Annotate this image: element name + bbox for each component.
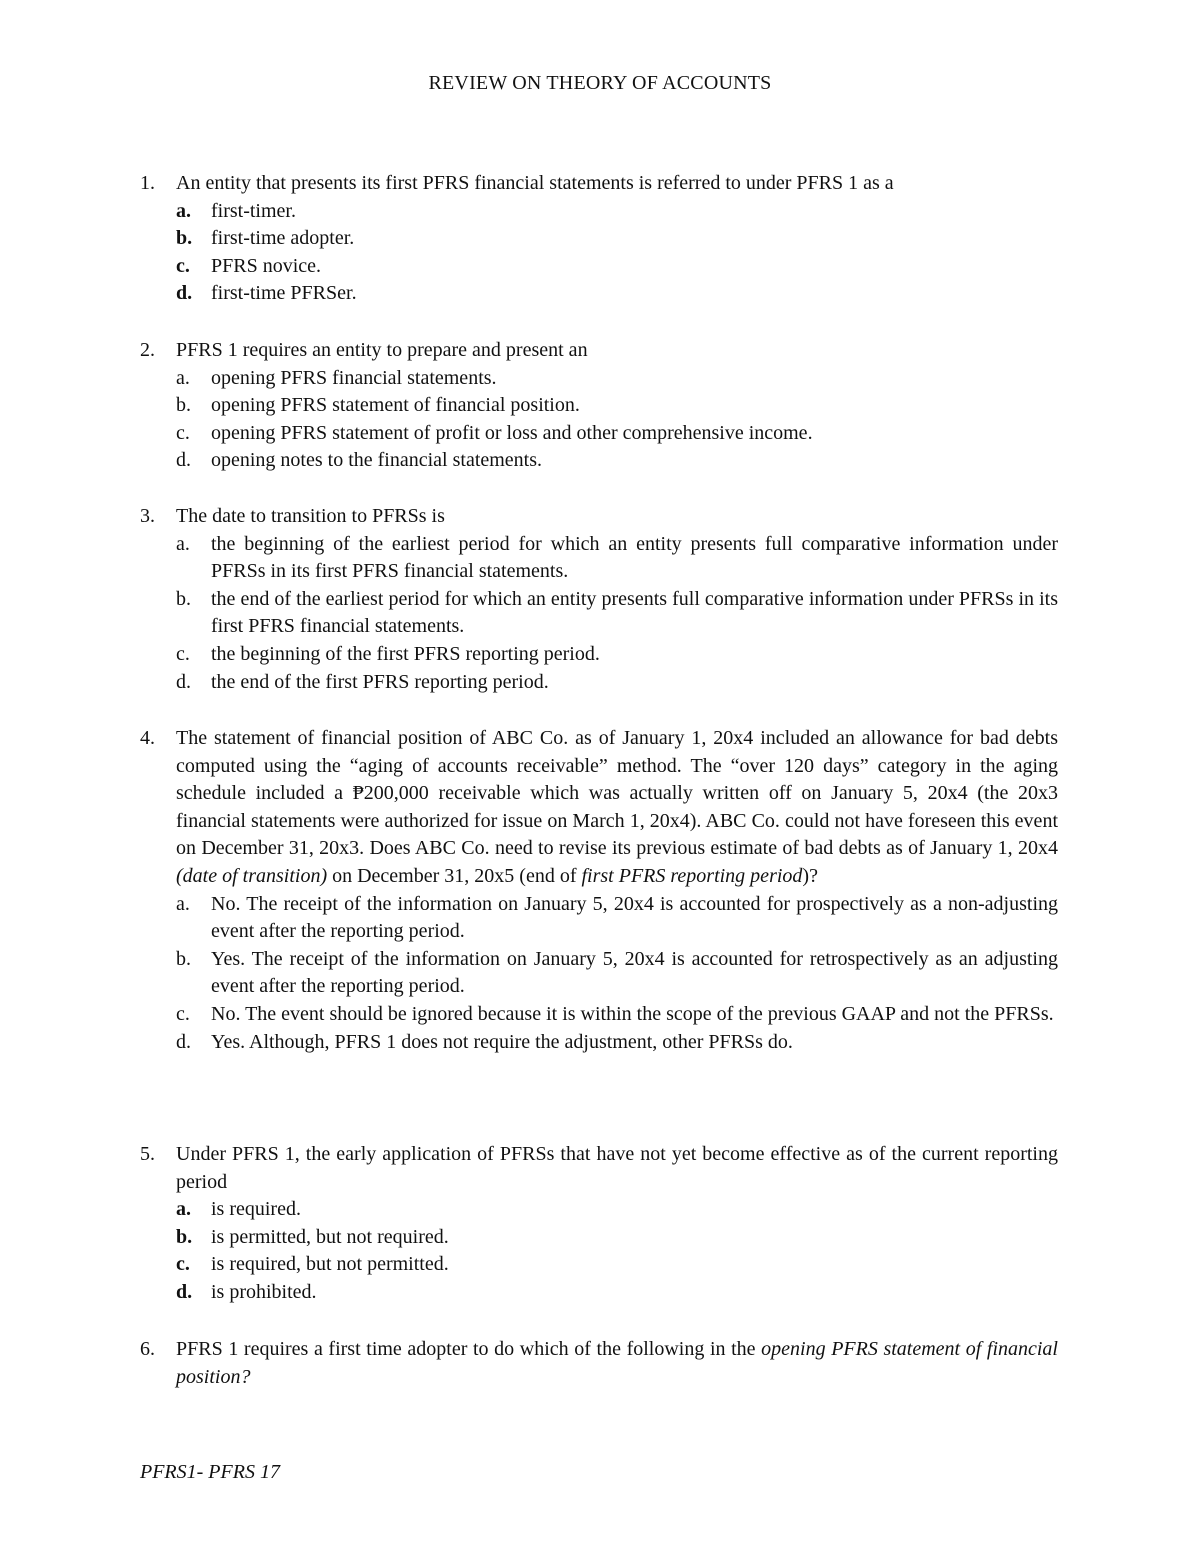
- question-stem: [140, 337, 1058, 365]
- option-text: the end of the first PFRS reporting period.: [211, 670, 549, 693]
- answer-option: [140, 420, 1058, 448]
- option-text: the end of the earliest period for which an entity presents full comparative information under PFRSs in its first PFRS financial statements.: [211, 587, 1058, 638]
- option-text: the beginning of the earliest period for which an entity presents full comparative information under PFRSs in its first PFRS financial statements.: [211, 532, 1058, 583]
- answer-option: [140, 669, 1058, 697]
- option-text: Yes. The receipt of the information on January 5, 20x4 is accounted for retrospectively as an adjusting event after the reporting period.: [211, 947, 1058, 998]
- answer-option: [140, 1251, 1058, 1279]
- option-letter: b.: [176, 587, 191, 610]
- option-letter: d.: [176, 1030, 191, 1053]
- answer-option: [140, 447, 1058, 475]
- answer-option: [140, 1001, 1058, 1029]
- question-1: [140, 170, 1058, 308]
- answer-option: [140, 365, 1058, 393]
- option-letter: a.: [176, 199, 191, 222]
- option-letter: d.: [176, 1280, 193, 1303]
- question-3: [140, 503, 1058, 696]
- question-text: on December 31, 20x5 (end of: [327, 864, 582, 887]
- question-stem: [140, 725, 1058, 891]
- question-text: )?: [802, 864, 818, 887]
- option-letter: d.: [176, 670, 191, 693]
- option-text: is required, but not permitted.: [211, 1253, 449, 1276]
- answer-option: [140, 198, 1058, 226]
- answer-option: [140, 225, 1058, 253]
- page-title: REVIEW ON THEORY OF ACCOUNTS: [428, 72, 772, 94]
- question-stem: [140, 1336, 1058, 1391]
- answer-option: [140, 253, 1058, 281]
- question-number: 1.: [140, 172, 155, 194]
- option-letter: c.: [176, 1002, 190, 1025]
- option-text: opening PFRS financial statements.: [211, 366, 497, 389]
- option-text: first-time PFRSer.: [211, 282, 357, 305]
- option-letter: b.: [176, 947, 191, 970]
- question-text-italic: opening PFRS statement of financial position?: [176, 1338, 1058, 1388]
- question-6: [140, 1336, 1058, 1391]
- answer-option: [140, 1224, 1058, 1252]
- question-text: The date to transition to PFRSs is: [176, 505, 445, 527]
- option-letter: a.: [176, 1198, 191, 1221]
- answer-option: [140, 280, 1058, 308]
- option-letter: b.: [176, 394, 191, 417]
- option-letter: c.: [176, 642, 190, 665]
- answer-option: [140, 1029, 1058, 1057]
- option-text: first-timer.: [211, 199, 296, 222]
- answer-option: [140, 1196, 1058, 1224]
- answer-option: [140, 586, 1058, 641]
- question-stem: [140, 1141, 1058, 1196]
- option-letter: c.: [176, 254, 190, 277]
- option-text: the beginning of the first PFRS reporting period.: [211, 642, 600, 665]
- answer-option: [140, 531, 1058, 586]
- answer-option: [140, 946, 1058, 1001]
- page-footer: PFRS1- PFRS 17: [140, 1461, 280, 1483]
- option-letter: d.: [176, 449, 191, 472]
- option-text: opening PFRS statement of profit or loss and other comprehensive income.: [211, 421, 813, 444]
- answer-option: [140, 891, 1058, 946]
- answer-option: [140, 1279, 1058, 1307]
- option-letter: a.: [176, 532, 190, 555]
- option-letter: a.: [176, 892, 190, 915]
- question-stem: [140, 170, 1058, 198]
- question-text: PFRS 1 requires a first time adopter to do which of the following in the: [176, 1338, 762, 1360]
- option-text: first-time adopter.: [211, 227, 355, 250]
- question-text-italic: (date of transition): [176, 864, 328, 887]
- question-text: An entity that presents its first PFRS financial statements is referred to under PFRS 1 as a: [176, 172, 894, 194]
- question-number: 4.: [140, 727, 155, 749]
- question-number: 5.: [140, 1143, 155, 1165]
- question-text: PFRS 1 requires an entity to prepare and present an: [176, 339, 588, 361]
- option-letter: d.: [176, 282, 193, 305]
- option-text: No. The event should be ignored because it is within the scope of the previous GAAP and not the PFRSs.: [211, 1002, 1054, 1025]
- option-text: No. The receipt of the information on January 5, 20x4 is accounted for prospectively as a non-adjusting event after the reporting period.: [211, 892, 1058, 943]
- option-text: Yes. Although, PFRS 1 does not require the adjustment, other PFRSs do.: [211, 1030, 793, 1053]
- option-text: PFRS novice.: [211, 254, 322, 277]
- question-number: 6.: [140, 1338, 155, 1360]
- answer-option: [140, 641, 1058, 669]
- option-text: is permitted, but not required.: [211, 1225, 449, 1248]
- question-number: 2.: [140, 339, 155, 361]
- question-5: [140, 1141, 1058, 1307]
- option-text: opening notes to the financial statements.: [211, 449, 543, 472]
- option-text: opening PFRS statement of financial position.: [211, 394, 580, 417]
- option-letter: a.: [176, 366, 190, 389]
- option-letter: b.: [176, 1225, 193, 1248]
- question-4: [140, 725, 1058, 1056]
- question-number: 3.: [140, 505, 155, 527]
- answer-option: [140, 392, 1058, 420]
- option-letter: c.: [176, 421, 190, 444]
- option-letter: c.: [176, 1253, 190, 1276]
- question-2: [140, 337, 1058, 475]
- question-text: Under PFRS 1, the early application of PFRSs that have not yet become effective as of the current reporting period: [176, 1143, 1058, 1193]
- question-text-italic: first PFRS reporting period: [581, 864, 803, 887]
- option-text: is prohibited.: [211, 1280, 317, 1303]
- option-letter: b.: [176, 227, 193, 250]
- question-text: The statement of financial position of ABC Co. as of January 1, 20x4 included an allowance for bad debts computed using the “aging of accounts receivable” method. The “over 120 days” category in the aging schedule included a ₱200,000 receivable which was actually written off on January 5, 20x4 (the 20x3 financial statements were authorized for issue on March 1, 20x4). ABC Co. could not have foreseen this event on December 31, 20x3. Does ABC Co. need to revise its previous estimate of bad debts as of January 1, 20x4: [176, 727, 1058, 860]
- question-stem: [140, 503, 1058, 531]
- option-text: is required.: [211, 1198, 301, 1221]
